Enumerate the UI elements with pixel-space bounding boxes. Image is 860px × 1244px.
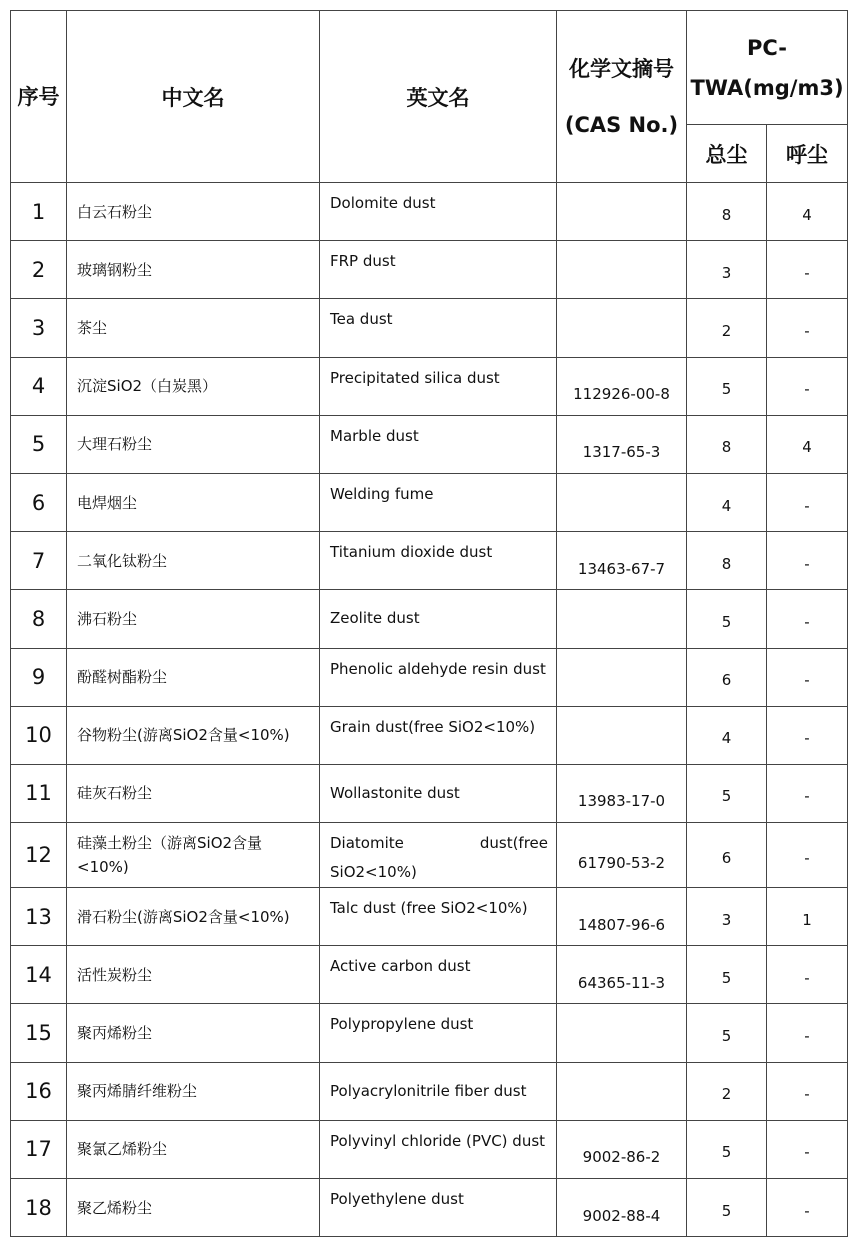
cas-number-cell: 112926-00-8	[557, 357, 687, 415]
table-row	[11, 241, 848, 299]
total-dust-cell: 2	[687, 1062, 767, 1120]
header-respirable-dust: 呼尘	[767, 125, 848, 183]
table-row	[11, 706, 848, 764]
english-name-cell: Talc dust (free SiO2<10%)	[320, 888, 557, 946]
chinese-name-cell: 玻璃钢粉尘	[67, 241, 320, 299]
cas-number-cell: 9002-88-4	[557, 1179, 687, 1237]
row-number: 15	[11, 1004, 67, 1062]
header-row	[11, 11, 848, 125]
table-row	[11, 1120, 848, 1178]
english-name-cell: Tea dust	[320, 299, 557, 357]
english-name-cell: Active carbon dust	[320, 946, 557, 1004]
respirable-dust-cell: -	[767, 764, 848, 822]
total-dust-cell: 8	[687, 532, 767, 590]
table-row	[11, 648, 848, 706]
table-row	[11, 473, 848, 531]
respirable-dust-cell: -	[767, 473, 848, 531]
header-cas-number: 化学文摘号(CAS No.)	[557, 11, 687, 183]
chinese-name-cell: 聚丙烯粉尘	[67, 1004, 320, 1062]
row-number: 6	[11, 473, 67, 531]
chinese-name-cell: 沉淀SiO2（白炭黑）	[67, 357, 320, 415]
table-row	[11, 1062, 848, 1120]
chinese-name-cell: 白云石粉尘	[67, 183, 320, 241]
respirable-dust-cell: 4	[767, 183, 848, 241]
cas-number-cell	[557, 590, 687, 648]
respirable-dust-cell: -	[767, 532, 848, 590]
row-number: 1	[11, 183, 67, 241]
total-dust-cell: 5	[687, 946, 767, 1004]
row-number: 16	[11, 1062, 67, 1120]
total-dust-cell: 3	[687, 888, 767, 946]
table-row	[11, 532, 848, 590]
cas-number-cell	[557, 473, 687, 531]
english-name-cell: Dolomite dust	[320, 183, 557, 241]
english-name-cell: Polyvinyl chloride (PVC) dust	[320, 1120, 557, 1178]
respirable-dust-cell: -	[767, 648, 848, 706]
header-total-dust: 总尘	[687, 125, 767, 183]
english-name-cell: Precipitated silica dust	[320, 357, 557, 415]
english-name-cell: Wollastonite dust	[320, 764, 557, 822]
chinese-name-cell: 聚氯乙烯粉尘	[67, 1120, 320, 1178]
row-number: 4	[11, 357, 67, 415]
table-row	[11, 823, 848, 888]
respirable-dust-cell: -	[767, 299, 848, 357]
table-body	[11, 183, 848, 1237]
respirable-dust-cell: -	[767, 823, 848, 888]
row-number: 10	[11, 706, 67, 764]
english-name-cell: Polyacrylonitrile fiber dust	[320, 1062, 557, 1120]
row-number: 17	[11, 1120, 67, 1178]
respirable-dust-cell: -	[767, 1004, 848, 1062]
row-number: 13	[11, 888, 67, 946]
table-row	[11, 1179, 848, 1237]
row-number: 18	[11, 1179, 67, 1237]
row-number: 3	[11, 299, 67, 357]
cas-number-cell	[557, 706, 687, 764]
total-dust-cell: 8	[687, 415, 767, 473]
table-row	[11, 357, 848, 415]
cas-number-cell	[557, 648, 687, 706]
respirable-dust-cell: -	[767, 1062, 848, 1120]
chinese-name-cell: 二氧化钛粉尘	[67, 532, 320, 590]
row-number: 9	[11, 648, 67, 706]
row-number: 2	[11, 241, 67, 299]
chinese-name-cell: 茶尘	[67, 299, 320, 357]
chinese-name-cell: 聚乙烯粉尘	[67, 1179, 320, 1237]
english-name-cell: Titanium dioxide dust	[320, 532, 557, 590]
chinese-name-cell: 滑石粉尘(游离SiO2含量<10%)	[67, 888, 320, 946]
chinese-name-cell: 活性炭粉尘	[67, 946, 320, 1004]
total-dust-cell: 3	[687, 241, 767, 299]
header-chinese-name: 中文名	[67, 11, 320, 183]
chinese-name-cell: 谷物粉尘(游离SiO2含量<10%)	[67, 706, 320, 764]
total-dust-cell: 4	[687, 473, 767, 531]
english-name-cell: Welding fume	[320, 473, 557, 531]
cas-number-cell	[557, 1062, 687, 1120]
table-row	[11, 1004, 848, 1062]
table-row	[11, 590, 848, 648]
dust-limits-table	[10, 10, 848, 1237]
cas-number-cell	[557, 299, 687, 357]
cas-number-cell: 13983-17-0	[557, 764, 687, 822]
respirable-dust-cell: -	[767, 357, 848, 415]
total-dust-cell: 5	[687, 1004, 767, 1062]
chinese-name-cell: 硅灰石粉尘	[67, 764, 320, 822]
respirable-dust-cell: -	[767, 706, 848, 764]
chinese-name-cell: 酚醛树酯粉尘	[67, 648, 320, 706]
cas-number-cell: 64365-11-3	[557, 946, 687, 1004]
english-name-cell: Zeolite dust	[320, 590, 557, 648]
cas-number-cell: 13463-67-7	[557, 532, 687, 590]
cas-number-cell: 9002-86-2	[557, 1120, 687, 1178]
chinese-name-cell: 硅藻土粉尘（游离SiO2含量<10%)	[67, 823, 320, 888]
table-row	[11, 299, 848, 357]
total-dust-cell: 6	[687, 823, 767, 888]
respirable-dust-cell: -	[767, 590, 848, 648]
table-row	[11, 415, 848, 473]
chinese-name-cell: 沸石粉尘	[67, 590, 320, 648]
row-number: 12	[11, 823, 67, 888]
cas-number-cell	[557, 1004, 687, 1062]
cas-number-cell: 61790-53-2	[557, 823, 687, 888]
row-number: 14	[11, 946, 67, 1004]
total-dust-cell: 8	[687, 183, 767, 241]
cas-number-cell	[557, 241, 687, 299]
english-name-cell: Polypropylene dust	[320, 1004, 557, 1062]
respirable-dust-cell: -	[767, 1179, 848, 1237]
row-number: 5	[11, 415, 67, 473]
english-name-cell: Diatomite dust(free SiO2<10%)	[320, 823, 557, 888]
header-seq: 序号	[11, 11, 67, 183]
header-pc-twa: PC-TWA(mg/m3)	[687, 11, 848, 125]
english-name-cell: Polyethylene dust	[320, 1179, 557, 1237]
respirable-dust-cell: 1	[767, 888, 848, 946]
respirable-dust-cell: -	[767, 241, 848, 299]
cas-number-cell	[557, 183, 687, 241]
row-number: 7	[11, 532, 67, 590]
total-dust-cell: 5	[687, 590, 767, 648]
english-name-cell: FRP dust	[320, 241, 557, 299]
header-english-name: 英文名	[320, 11, 557, 183]
respirable-dust-cell: -	[767, 1120, 848, 1178]
row-number: 8	[11, 590, 67, 648]
total-dust-cell: 6	[687, 648, 767, 706]
chinese-name-cell: 大理石粉尘	[67, 415, 320, 473]
total-dust-cell: 4	[687, 706, 767, 764]
table-row	[11, 183, 848, 241]
total-dust-cell: 5	[687, 1120, 767, 1178]
respirable-dust-cell: 4	[767, 415, 848, 473]
table-row	[11, 946, 848, 1004]
english-name-cell: Marble dust	[320, 415, 557, 473]
cas-number-cell: 1317-65-3	[557, 415, 687, 473]
english-name-cell: Phenolic aldehyde resin dust	[320, 648, 557, 706]
row-number: 11	[11, 764, 67, 822]
respirable-dust-cell: -	[767, 946, 848, 1004]
total-dust-cell: 5	[687, 764, 767, 822]
chinese-name-cell: 聚丙烯腈纤维粉尘	[67, 1062, 320, 1120]
total-dust-cell: 2	[687, 299, 767, 357]
table-row	[11, 888, 848, 946]
cas-number-cell: 14807-96-6	[557, 888, 687, 946]
total-dust-cell: 5	[687, 1179, 767, 1237]
english-name-cell: Grain dust(free SiO2<10%)	[320, 706, 557, 764]
chinese-name-cell: 电焊烟尘	[67, 473, 320, 531]
table-row	[11, 764, 848, 822]
total-dust-cell: 5	[687, 357, 767, 415]
